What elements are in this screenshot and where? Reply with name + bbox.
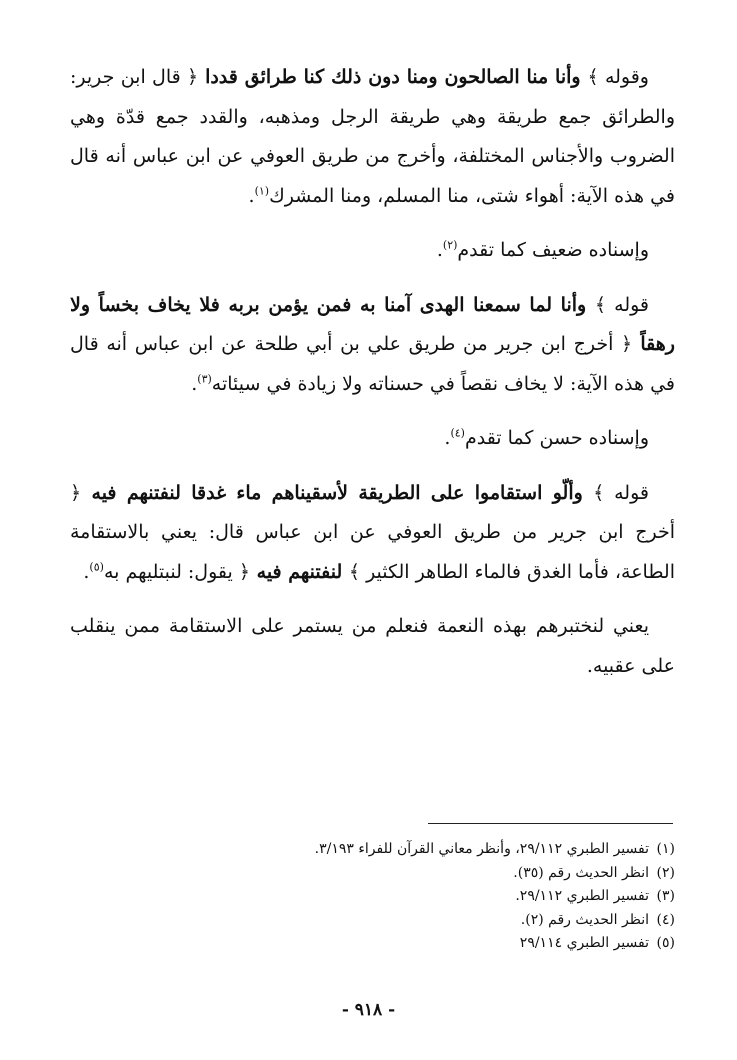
chain-grading: وإسناده حسن كما تقدم <box>464 427 649 449</box>
lead-word: قوله <box>614 293 650 316</box>
footnotes <box>120 838 675 956</box>
footnote-ref: (١) <box>254 184 270 198</box>
footnote-divider <box>428 823 673 824</box>
lead-word: وقوله <box>604 66 649 88</box>
chain-grading: وإسناده ضعيف كما تقدم <box>457 239 649 261</box>
footnote-ref: (٢) <box>442 238 458 252</box>
paragraph-3: قوله ﴾ وأنا لما سمعنا الهدى آمنا به فمن يؤمن بربه فلا يخاف بخساً ولا رهقاً ﴿ أخرج ابن جرير من طريق علي بن أبي طلحة عن ابن عباس أنه قال في هذه الآية: لا يخاف نقصاً في حسناته ولا زيادة في سيئاته$^{(٣)}$. <box>70 293 675 395</box>
commentary-text: قال ابن جرير: والطرائق جمع طريقة وهي طريقة الرجل ومذهبه، والقدد جمع قدّة وهي الضروب والأجناس المختلفة، وأخرج من طريق العوفي عن ابن عباس أنه قال في هذه الآية: أهواء شتى، منا المسلم، ومنا المشرك <box>70 66 675 207</box>
footnote-4: (٤)انظر الحديث رقم (٢). <box>520 911 675 928</box>
quran-quote: ﴾ وأنا منا الصالحون ومنا دون ذلك كنا طرائق قددا ﴿ <box>187 66 599 88</box>
page-number: - ٩١٨ - <box>341 1000 396 1020</box>
footnote-ref: (٣) <box>197 372 212 386</box>
commentary-text-2: يقول: لنبتليهم به <box>103 560 233 583</box>
quran-quote: ﴾ وأنا لما سمعنا الهدى آمنا به فمن يؤمن بربه فلا يخاف بخساً ولا رهقاً ﴿ <box>70 293 675 355</box>
lead-word: قوله <box>614 481 649 504</box>
commentary-text: أخرج ابن جرير من طريق العوفي عن ابن عباس قال: يعني بالاستقامة الطاعة، فأما الغدق فالماء الطاهر الكثير <box>70 521 675 583</box>
footnote-5: (٥)تفسير الطبري ٢٩/١١٤ <box>519 935 675 951</box>
footnote-2: (٢)انظر الحديث رقم (٣٥). <box>513 864 675 881</box>
commentary-text: يعني لنختبرهم بهذه النعمة فنعلم من يستمر على الاستقامة ممن ينقلب على عقبيه. <box>70 615 675 677</box>
paragraph-4: وإسناده حسن كما تقدم$^{(٤)}$. <box>444 426 649 449</box>
footnote-3: (٣)تفسير الطبري ٢٩/١١٢. <box>515 888 675 904</box>
paragraph-6 <box>70 607 675 686</box>
page-body <box>70 58 675 701</box>
commentary-text: أخرج ابن جرير من طريق علي بن أبي طلحة عن ابن عباس أنه قال في هذه الآية: لا يخاف نقصاً في حسناته ولا زيادة في سيئاته <box>70 333 675 395</box>
footnote-ref: (٥) <box>89 560 104 574</box>
paragraph-2: وإسناده ضعيف كما تقدم$^{(٢)}$. <box>436 238 649 261</box>
paragraph-5: قوله ﴾ وألّو استقاموا على الطريقة لأسقيناهم ماء غدقا لنفتنهم فيه ﴿ أخرج ابن جرير من طريق العوفي عن ابن عباس قال: يعني بالاستقامة الطاعة، فأما الغدق فالماء الطاهر الكثير ﴾ لنفتنهم فيه ﴿ يقول: لنبتليهم به$^{(٥)}$. <box>70 481 675 583</box>
quran-quote: ﴾ وألّو استقاموا على الطريقة لأسقيناهم ماء غدقا لنفتنهم فيه ﴿ <box>70 481 605 504</box>
paragraph-1: وقوله ﴾ وأنا منا الصالحون ومنا دون ذلك كنا طرائق قددا ﴿ قال ابن جرير: والطرائق جمع طريقة وهي طريقة الرجل ومذهبه، والقدد جمع قدّة وهي الضروب والأجناس المختلفة، وأخرج من طريق العوفي عن ابن عباس أنه قال في هذه الآية: أهواء شتى، منا المسلم، ومنا المشرك$^{(١)}$. <box>70 66 675 207</box>
quran-quote-2: ﴾ لنفتنهم فيه ﴿ <box>238 560 361 583</box>
footnote-ref: (٤) <box>450 426 465 440</box>
footnote-1: (١)تفسير الطبري ٢٩/١١٢، وأنظر معاني القرآن للفراء ٣/١٩٣. <box>314 841 675 857</box>
